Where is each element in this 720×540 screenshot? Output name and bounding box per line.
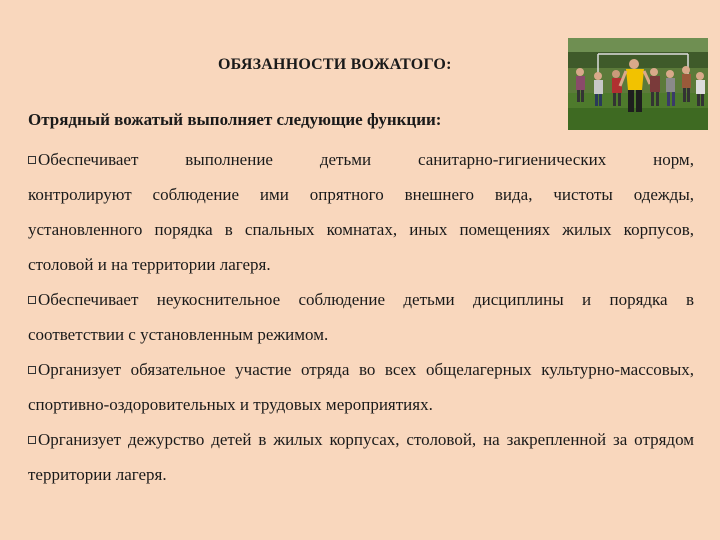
duties-list	[28, 142, 694, 492]
list-item-text: контролируют соблюдение ими опрятного внешнего вида, чистоты одежды, установленного порядка в спальных комнатах, иных помещениях жилых корпусов, столовой и на территории лагеря.	[28, 185, 694, 274]
bullet-icon	[28, 436, 36, 444]
list-item	[28, 142, 694, 282]
list-item	[28, 422, 694, 492]
list-item	[28, 282, 694, 352]
list-item-text: Организует обязательное участие отряда во всех общелагерных культурно-массовых, спортивно-оздоровительных и трудовых мероприятиях.	[28, 360, 694, 414]
list-item-first-line: Обеспечивает выполнение детьми санитарно-гигиенических норм,	[28, 142, 694, 177]
bullet-icon	[28, 156, 36, 164]
section-subtitle: Отрядный вожатый выполняет следующие функции:	[28, 110, 442, 129]
children-running-photo	[568, 38, 708, 130]
list-item-text: Обеспечивает неукоснительное соблюдение детьми дисциплины и порядка в соответствии с установленным режимом.	[28, 290, 694, 344]
bullet-icon	[28, 366, 36, 374]
bullet-icon	[28, 296, 36, 304]
list-item-text: Организует дежурство детей в жилых корпусах, столовой, на закрепленной за отрядом территории лагеря.	[28, 430, 694, 484]
page-title: ОБЯЗАННОСТИ ВОЖАТОГО:	[218, 56, 452, 73]
list-item	[28, 352, 694, 422]
